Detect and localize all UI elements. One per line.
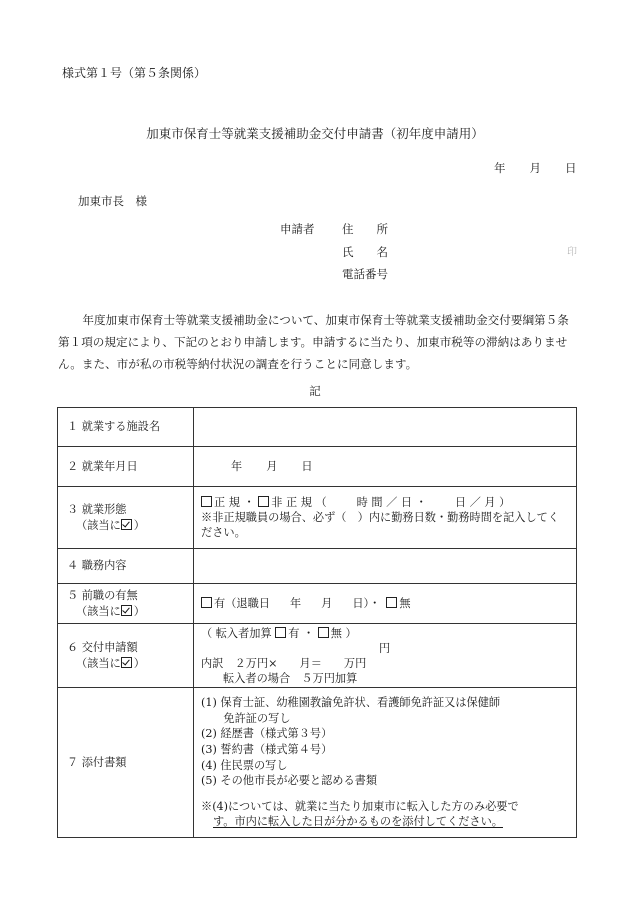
row-amount [58, 624, 577, 688]
applicant-label: 申請者 [280, 222, 315, 236]
transfer-no-checkbox[interactable] [318, 627, 329, 638]
duties-value[interactable] [194, 549, 577, 584]
irregular-checkbox[interactable] [258, 496, 269, 507]
application-table [57, 407, 577, 838]
transfer-label: （ 転入者加算 [201, 626, 272, 640]
transfer-note: 転入者の場合 ５万円加算 [223, 671, 358, 685]
regular-checkbox[interactable] [201, 496, 212, 507]
addressee: 加東市長 様 [78, 194, 147, 208]
breakdown-label: 内訳 ２万円× [201, 656, 278, 670]
attachments-label: ７ 添付書類 [58, 688, 194, 838]
name-label: 氏 名 [342, 245, 388, 259]
transfer-no-label: 無 ） [330, 626, 357, 640]
application-statement: 年度加東市保育士等就業支援補助金について、加東市保育士等就業支援補助金交付要綱第５条第１項の規定により、下記のとおり申請します。申請するに当たり、加東市税等の滞納はありません。また、市が私の市税等納付状況の調査を行うことに同意します。 [58, 313, 569, 371]
days-label: 日 ／ 月 ） [454, 496, 511, 509]
start-day: 日 [301, 460, 313, 473]
employment-label: ３ 就業形態 [67, 502, 127, 516]
transfer-yes-checkbox[interactable] [275, 627, 286, 638]
row-employment [58, 487, 577, 549]
attachment-item: 免許証の写し [201, 711, 291, 725]
facility-value[interactable] [194, 408, 577, 447]
attachment-note-2: す。市内に転入した日が分かるものを添付してください。 [213, 815, 503, 829]
start-date-label: ２ 就業年月日 [58, 447, 194, 487]
hours-label: 時 間 ／ 日 ・ [356, 496, 427, 509]
checked-box-icon [121, 657, 132, 668]
start-date-value[interactable] [194, 447, 577, 487]
employment-label-cell [58, 487, 194, 549]
application-date [494, 160, 577, 176]
attachment-item: (4) 住民票の写し [201, 758, 288, 772]
previous-sub: （該当に ） [76, 604, 145, 618]
form-number: 様式第１号（第５条関係） [62, 66, 207, 80]
transfer-yes-label: 有 ・ [288, 626, 315, 640]
amount-value [194, 624, 577, 688]
attachment-item: (3) 誓約書（様式第４号） [201, 742, 333, 756]
irregular-label: 非 正 規 （ [271, 496, 327, 509]
retire-year: 年 [289, 597, 302, 610]
employment-note: ※非正規職員の場合、必ず（ ）内に勤務日数・勤務時間を記入してください。 [201, 511, 560, 539]
row-duties [58, 549, 577, 584]
amount-sub: （該当に ） [76, 656, 145, 670]
attachment-item: (5) その他市長が必要と認める書類 [201, 774, 378, 788]
attachments-value [194, 688, 577, 838]
amount-label-cell [58, 624, 194, 688]
month-eq-label: 月＝ [299, 656, 322, 670]
duties-label: ４ 職務内容 [58, 549, 194, 584]
previous-yes-label: 有（退職日 [214, 597, 270, 610]
row-start-date [58, 447, 577, 487]
date-year: 年 [494, 161, 506, 175]
attachment-note-1: ※(4)については、就業に当たり加東市に転入した方のみ必要で [201, 799, 519, 813]
seal-mark: 印 [567, 247, 577, 258]
previous-yes-checkbox[interactable] [201, 597, 212, 608]
retire-month: 月 [321, 597, 333, 610]
row-facility [58, 408, 577, 447]
attachment-item: (1) 保育士証、幼稚園教諭免許状、看護師免許証又は保健師 [201, 696, 501, 710]
previous-no-checkbox[interactable] [386, 597, 397, 608]
previous-label: ５ 前職の有無 [67, 588, 138, 602]
employment-value [194, 487, 577, 549]
previous-no-label: 無 [399, 597, 411, 610]
previous-label-cell [58, 584, 194, 624]
start-month: 月 [266, 460, 278, 473]
checked-box-icon [121, 605, 132, 616]
ki-heading: 記 [309, 384, 321, 398]
man-yen-unit: 万円 [343, 656, 367, 670]
address-label: 住 所 [342, 222, 388, 236]
date-month: 月 [529, 161, 541, 175]
start-year: 年 [231, 460, 243, 473]
employment-sub: （該当に ） [76, 518, 145, 532]
facility-label: １ 就業する施設名 [58, 408, 194, 447]
regular-label: 正 規 ・ [214, 496, 255, 509]
document-title: 加東市保育士等就業支援補助金交付申請書（初年度申請用） [146, 126, 484, 141]
attachment-item: (2) 経歴書（様式第３号） [201, 727, 333, 741]
tel-label: 電話番号 [342, 267, 388, 281]
yen-unit: 円 [379, 641, 391, 655]
date-day: 日 [565, 161, 577, 175]
checked-box-icon [121, 519, 132, 530]
row-attachments [58, 688, 577, 838]
amount-label: ６ 交付申請額 [67, 640, 138, 654]
retire-day: 日）・ [352, 597, 381, 610]
previous-value [194, 584, 577, 624]
row-previous [58, 584, 577, 624]
